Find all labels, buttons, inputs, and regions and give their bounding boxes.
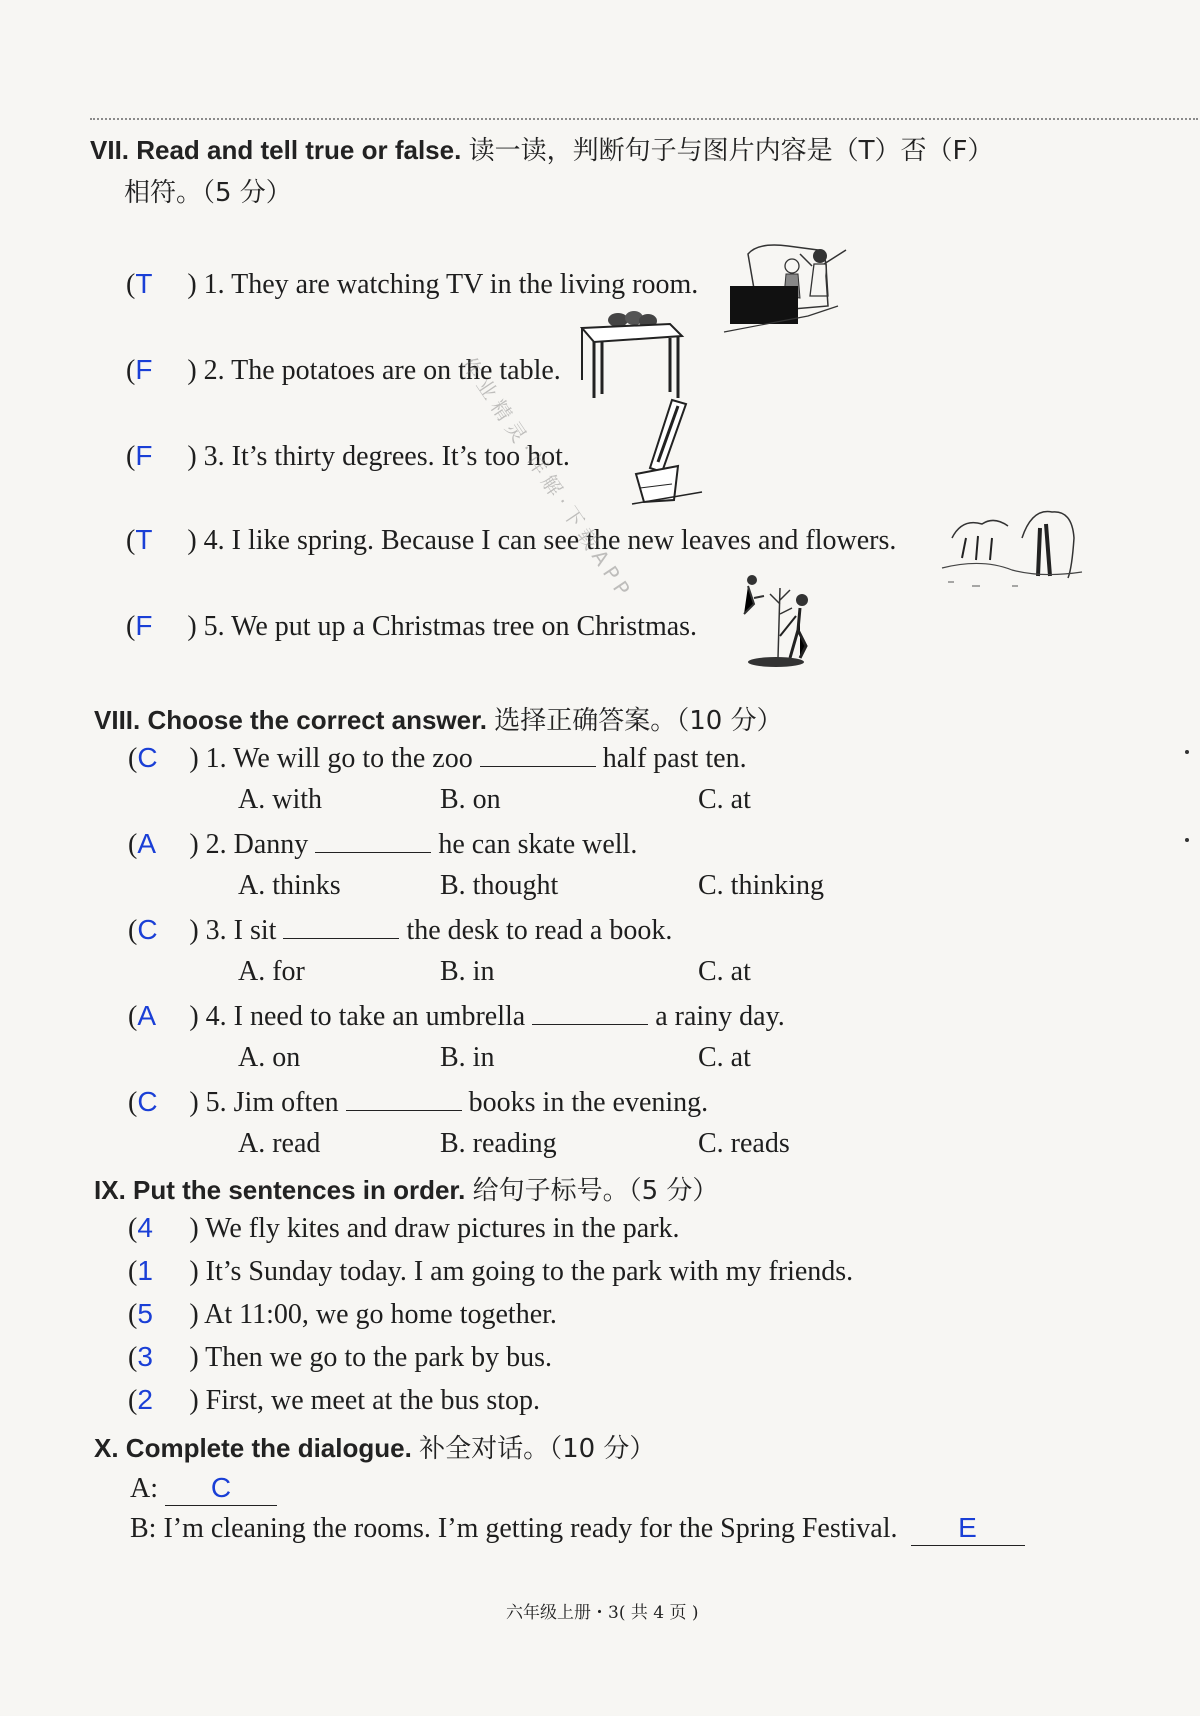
question-post: a rainy day. xyxy=(655,1001,785,1032)
option-c: C. at xyxy=(698,784,751,815)
question-pre: ) 5. Jim often xyxy=(189,1087,339,1118)
answer-mark: C xyxy=(137,914,158,945)
option-b: B. in xyxy=(440,1042,495,1073)
section-7-heading-en: VII. Read and tell true or false. xyxy=(90,135,462,165)
option-c: C. at xyxy=(698,1042,751,1073)
tf-item-3: (F ) 3. It’s thirty degrees. It’s too hot. xyxy=(126,440,570,472)
question-pre: ) 4. I need to take an umbrella xyxy=(189,1001,526,1032)
question-post: books in the evening. xyxy=(468,1087,709,1118)
option-a: A. for xyxy=(238,956,305,987)
section-10-heading-zh: 补全对话。（10 分） xyxy=(419,1434,656,1464)
option-c: C. reads xyxy=(698,1128,790,1159)
answer-mark: T xyxy=(135,524,153,555)
dialogue-line-b xyxy=(130,1512,1025,1546)
option-c: C. at xyxy=(698,956,751,987)
option-a: A. on xyxy=(238,1042,301,1073)
tf-item-1: (T ) 1. They are watching TV in the living room. xyxy=(126,268,699,300)
dialogue-answer-blank xyxy=(911,1512,1025,1546)
section-9-heading-en: IX. Put the sentences in order. xyxy=(94,1175,466,1205)
answer-mark: A xyxy=(137,828,157,859)
question-pre: ) 2. Danny xyxy=(189,829,309,860)
answer-mark: T xyxy=(135,268,153,299)
option-c: C. thinking xyxy=(698,870,825,901)
question-post: he can skate well. xyxy=(438,829,638,860)
option-b: B. on xyxy=(440,784,501,815)
item-text: ) At 11:00, we go home together. xyxy=(189,1299,557,1330)
order-item-3: (5 ) At 11:00, we go home together. xyxy=(128,1298,557,1330)
option-b: B. reading xyxy=(440,1128,557,1159)
item-text: ) We fly kites and draw pictures in the park. xyxy=(189,1213,680,1244)
section-7-heading xyxy=(90,130,993,167)
answer-mark: C xyxy=(137,1086,158,1117)
option-b: B. thought xyxy=(440,870,559,901)
dialogue-answer-blank xyxy=(165,1472,277,1506)
option-a: A. read xyxy=(238,1128,321,1159)
item-text: ) 2. The potatoes are on the table. xyxy=(187,355,561,386)
speaker-b-text: B: I’m cleaning the rooms. I’m getting ready for the Spring Festival. xyxy=(130,1513,898,1544)
margin-dot xyxy=(1185,750,1189,754)
page-footer: 六年级上册・3( 共 4 页 ) xyxy=(506,1603,699,1623)
thermometer-image xyxy=(622,396,706,506)
section-7-heading-zh: 读一读，判断句子与图片内容是（T）否（F） xyxy=(468,136,994,166)
watermark: 作业精灵·详解·下载APP xyxy=(456,352,639,605)
answer-mark: 2 xyxy=(137,1384,153,1415)
option-a: A. with xyxy=(238,784,322,815)
mc-item-4: (A ) 4. I need to take an umbrella a rainy day. xyxy=(128,1000,785,1032)
table-potatoes-image xyxy=(578,306,688,402)
order-item-2: (1 ) It’s Sunday today. I am going to the park with my friends. xyxy=(128,1255,854,1287)
answer-mark: 5 xyxy=(137,1298,153,1329)
question-post: half past ten. xyxy=(602,743,747,774)
answer-mark: A xyxy=(137,1000,157,1031)
item-text: ) Then we go to the park by bus. xyxy=(189,1342,552,1373)
order-item-5: (2 ) First, we meet at the bus stop. xyxy=(128,1384,541,1416)
dialogue-line-a xyxy=(130,1472,277,1506)
answer-mark: 3 xyxy=(137,1341,153,1372)
tv-living-room-image xyxy=(728,236,858,332)
answer-mark: F xyxy=(135,610,153,641)
order-item-1: (4 ) We fly kites and draw pictures in the park. xyxy=(128,1212,680,1244)
tf-item-5: (F ) 5. We put up a Christmas tree on Christmas. xyxy=(126,610,698,642)
answer-blank xyxy=(346,1086,462,1111)
section-8-heading xyxy=(94,700,783,737)
speaker-a-label: A: xyxy=(130,1473,158,1504)
answer-mark: E xyxy=(958,1512,977,1543)
tf-item-2: (F ) 2. The potatoes are on the table. xyxy=(126,354,561,386)
margin-dot xyxy=(1185,838,1189,842)
item-text: ) 3. It’s thirty degrees. It’s too hot. xyxy=(187,441,570,472)
planting-tree-image xyxy=(740,574,840,668)
mc-item-5: (C ) 5. Jim often books in the evening. xyxy=(128,1086,709,1118)
mc-item-3: (C ) 3. I sit the desk to read a book. xyxy=(128,914,673,946)
spring-trees-image xyxy=(942,498,1082,594)
order-item-4: (3 ) Then we go to the park by bus. xyxy=(128,1341,552,1373)
answer-mark: F xyxy=(135,354,153,385)
section-8-heading-en: VIII. Choose the correct answer. xyxy=(94,705,488,735)
answer-blank xyxy=(480,742,596,767)
answer-mark: F xyxy=(135,440,153,471)
question-pre: ) 3. I sit xyxy=(189,915,277,946)
answer-blank xyxy=(532,1000,648,1025)
item-text: ) 4. I like spring. Because I can see the new leaves and flowers. xyxy=(187,525,897,556)
answer-blank xyxy=(283,914,399,939)
item-text: ) 1. They are watching TV in the living room. xyxy=(187,269,699,300)
top-dotted-rule xyxy=(90,118,1198,120)
item-text: ) It’s Sunday today. I am going to the park with my friends. xyxy=(189,1256,854,1287)
answer-mark: C xyxy=(137,742,158,773)
question-post: the desk to read a book. xyxy=(406,915,673,946)
option-b: B. in xyxy=(440,956,495,987)
mc-item-2: (A ) 2. Danny he can skate well. xyxy=(128,828,638,860)
answer-mark: C xyxy=(210,1472,232,1503)
section-10-heading-en: X. Complete the dialogue. xyxy=(94,1433,412,1463)
tf-item-4: (T ) 4. I like spring. Because I can see the new leaves and flowers. xyxy=(126,524,897,556)
section-9-heading xyxy=(94,1170,718,1207)
answer-mark: 4 xyxy=(137,1212,153,1243)
section-7-heading-zh2: 相符。（5 分） xyxy=(124,178,292,208)
section-9-heading-zh: 给句子标号。（5 分） xyxy=(472,1176,719,1206)
option-a: A. thinks xyxy=(238,870,341,901)
section-8-heading-zh: 选择正确答案。（10 分） xyxy=(494,706,783,736)
question-pre: ) 1. We will go to the zoo xyxy=(189,743,473,774)
item-text: ) 5. We put up a Christmas tree on Christmas. xyxy=(187,611,698,642)
mc-item-1: (C ) 1. We will go to the zoo half past ten. xyxy=(128,742,747,774)
item-text: ) First, we meet at the bus stop. xyxy=(189,1385,541,1416)
answer-mark: 1 xyxy=(137,1255,153,1286)
answer-blank xyxy=(315,828,431,853)
section-7-heading-line2 xyxy=(124,172,292,209)
section-10-heading xyxy=(94,1428,655,1465)
